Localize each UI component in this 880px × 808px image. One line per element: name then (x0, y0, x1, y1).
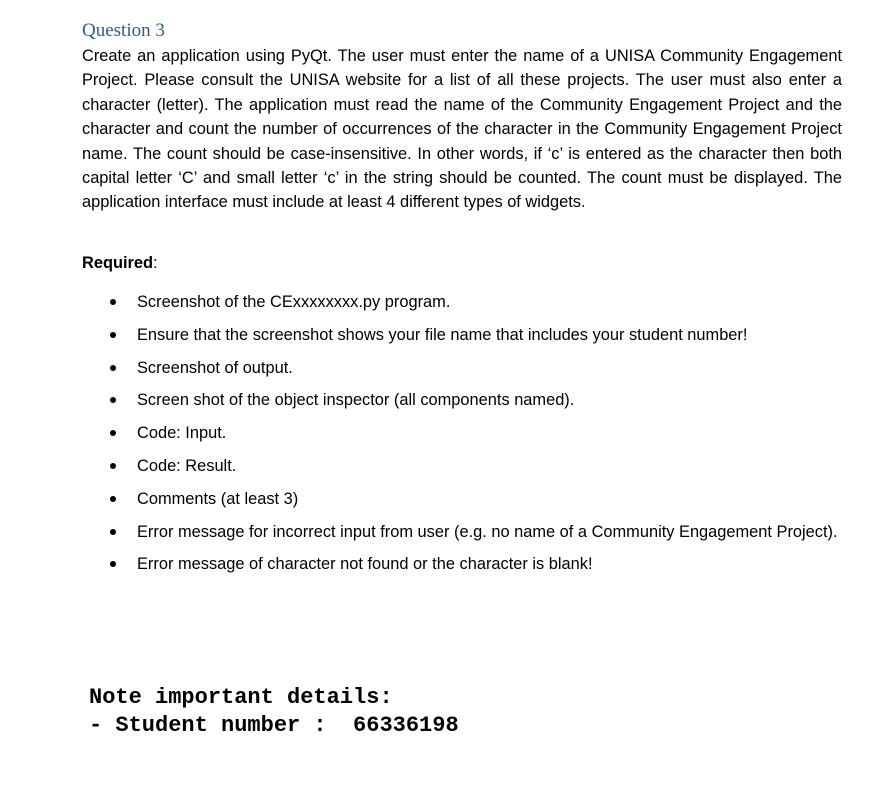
requirement-item (110, 319, 850, 352)
requirement-text: Comments (at least 3) (137, 489, 299, 508)
requirement-item (110, 286, 850, 319)
bullet-icon (110, 332, 116, 338)
requirement-text: Error message of character not found or the character is blank! (137, 555, 593, 574)
bullet-icon (110, 299, 116, 305)
note-block (89, 684, 459, 740)
bullet-icon (110, 430, 116, 436)
requirement-item (110, 516, 850, 549)
bullet-icon (110, 529, 116, 535)
requirement-item (110, 417, 850, 450)
requirement-item (110, 483, 850, 516)
requirement-item (110, 450, 850, 483)
student-number-value: 66336198 (353, 713, 459, 738)
required-label-colon: : (153, 254, 158, 272)
bullet-icon (110, 463, 116, 469)
required-label (82, 254, 158, 273)
requirement-item (110, 384, 850, 417)
required-label-text: Required (82, 254, 154, 272)
requirements-list (110, 286, 850, 581)
requirement-text: Screen shot of the object inspector (all components named). (137, 391, 575, 410)
bullet-icon (110, 496, 116, 502)
bullet-icon (110, 365, 116, 371)
student-number-label: - Student number : (89, 713, 354, 738)
bullet-icon (110, 561, 116, 567)
note-title: Note important details: (89, 685, 393, 710)
requirement-text: Code: Input. (137, 424, 227, 443)
requirement-text: Code: Result. (137, 456, 237, 475)
requirement-text: Screenshot of output. (137, 358, 293, 377)
question-paragraph: Create an application using PyQt. The user must enter the name of a UNISA Community Engagement Project. Please consult the UNISA website for a list of all these projects. The user must also enter a character (letter). The application must read the name of the Community Engagement Project and the character and count the number of occurrences of the character in the Community Engagement Project name. The count should be case-insensitive. In other words, if ‘c’ is entered as the character then both capital letter ‘C’ and small letter ‘c’ in the string should be counted. The count must be displayed. The application interface must include at least 4 different types of widgets. (82, 47, 842, 212)
requirement-item (110, 548, 850, 581)
requirement-text: Screenshot of the CExxxxxxxx.py program. (137, 293, 451, 311)
student-number-line (89, 712, 459, 740)
requirement-item (110, 352, 850, 385)
bullet-icon (110, 397, 116, 403)
question-heading: Question 3 (82, 20, 165, 41)
requirement-text: Error message for incorrect input from user (e.g. no name of a Community Engagement Project). (137, 522, 838, 541)
requirement-text: Ensure that the screenshot shows your file name that includes your student number! (137, 325, 748, 344)
